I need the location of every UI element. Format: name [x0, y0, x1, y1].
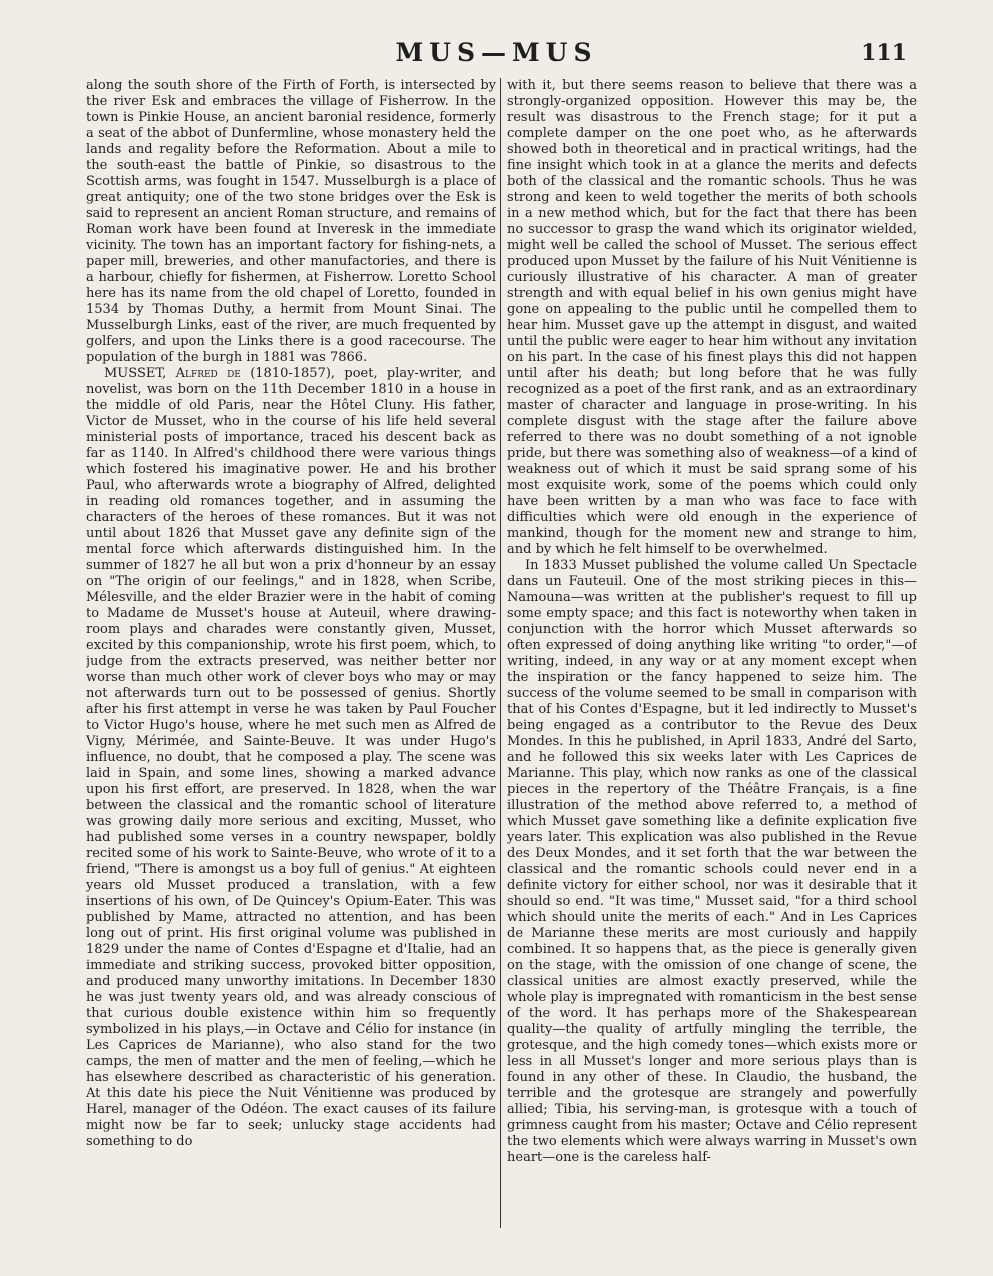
page-number: 111	[861, 40, 907, 66]
musselburgh-paragraph: along the south shore of the Firth of Forth, is intersected by the river Esk and embraces the village of Fisherrow. In the town is Pinkie House, an ancient baronial residence, formerly a seat of the abbot of Dunfermline, whose monastery held the lands and regality before the Reformation. About a mile to the south-east the battle of Pinkie, so disastrous to the Scottish arms, was fought in 1547. Musselburgh is a place of great antiquity; one of the two stone bridges over the Esk is said to represent an ancient Roman structure, and remains of Roman work have been found at Inveresk in the immediate vicinity. The town has an important factory for fishing-nets, a paper mill, breweries, and other manufactories, and there is a harbour, chiefly for fishermen, at Fisherrow. Loretto School here has its name from the old chapel of Loretto, founded in 1534 by Thomas Duthy, a hermit from Mount Sinai. The Musselburgh Links, east of the river, are much frequented by golfers, and upon the Links there is a good racecourse. The population of the burgh in 1881 was 7866.	[86, 78, 496, 365]
text-columns	[86, 78, 917, 1228]
opposition-paragraph: with it, but there seems reason to believe that there was a strongly-organized opposition. However this may be, the result was disastrous to the French stage; for it put a complete damper on the one poet who, as he afterwards showed both in theoretical and in practical writings, had the fine insight which took in at a glance the merits and defects both of the classical and the romantic schools. Thus he was strong and keen to weld together the merits of both schools in a new method which, but for the fact that there has been no successor to grasp the wand which its originator wielded, might well be called the school of Musset. The serious effect produced upon Musset by the failure of his Nuit Vénitienne is curiously illustrative of his character. A man of greater strength and with equal belief in his own genius might have gone on appealing to the public until he compelled them to hear him. Musset gave up the attempt in disgust, and waited until the public were eager to hear him without any invitation on his part. In the case of his finest plays this did not happen until after his death; but long before that he was fully recognized as a poet of the first rank, and as an extraordinary master of character and language in prose-writing. In his complete disgust with the stage after the failure above referred to there was no doubt something of a not ignoble pride, but there was something also of weakness—of a kind of weakness out of which it must be said sprang some of his most exquisite work, some of the poems which could only have been written by a man who was face to face with difficulties which were old enough in the experience of mankind, though for the moment new and strange to him, and by which he felt himself to be overwhelmed.	[507, 78, 917, 557]
right-column	[507, 78, 917, 1228]
running-head: MUS—MUS	[395, 38, 598, 67]
left-column	[86, 78, 496, 1228]
entry-headword: MUSSET,	[104, 366, 167, 381]
musset-body: (1810-1857), poet, play-writer, and novelist, was born on the 11th December 1810 in a house in the middle of old Paris, near the Hôtel Cluny. His father, Victor de Musset, who in the course of his life held several ministerial posts of importance, traced his descent back as far as 1140. In Alfred's childhood there were various things which fostered his imaginative power. He and his brother Paul, who afterwards wrote a biography of Alfred, delighted in reading old romances together, and in assuming the characters of the heroes of these romances. But it was not until about 1826 that Musset gave any definite sign of the mental force which afterwards distinguished him. In the summer of 1827 he all but won a prix d'honneur by an essay on "The origin of our feelings," and in 1828, when Scribe, Mélesville, and the elder Brazier were in the habit of coming to Madame de Musset's house at Auteuil, where drawing-room plays and charades were constantly given, Musset, excited by this companionship, wrote his first poem, which, to judge from the extracts preserved, was neither better nor worse than much other work of clever boys who may or may not afterwards turn out to be possessed of genius. Shortly after his first attempt in verse he was taken by Paul Foucher to Victor Hugo's house, where he met such men as Alfred de Vigny, Mérimée, and Sainte-Beuve. It was under Hugo's influence, no doubt, that he composed a play. The scene was laid in Spain, and some lines, showing a marked advance upon his first effort, are preserved. In 1828, when the war between the classical and the romantic school of literature was growing daily more serious and exciting, Musset, who had published some verses in a country newspaper, boldly recited some of his work to Sainte-Beuve, who wrote of it to a friend, "There is amongst us a boy full of genius." At eighteen years old Musset produced a translation, with a few insertions of his own, of De Quincey's Opium-Eater. This was published by Mame, attracted no attention, and has been long out of print. His first original volume was published in 1829 under the name of Contes d'Espagne et d'Italie, had an immediate and striking success, provoked bitter opposition, and produced many unworthy imitations. In December 1830 he was just twenty years old, and was already conscious of that curious double existence within him so frequently symbolized in his plays,—in Octave and Célio for instance (in Les Caprices de Marianne), who also stand for the two camps, the men of matter and the men of feeling,—which he has elsewhere described as characteristic of his generation. At this date his piece the Nuit Vénitienne was produced by Harel, manager of the Odéon. The exact causes of its failure might now be far to seek; unlucky stage accidents had something to do	[86, 366, 496, 1149]
spectacle-paragraph: In 1833 Musset published the volume called Un Spectacle dans un Fauteuil. One of the most striking pieces in this—Namouna—was written at the publisher's request to fill up some empty space; and this fact is noteworthy when taken in conjunction with the horror which Musset afterwards so often expressed of doing anything like writing "to order,"—of writing, indeed, in any way or at any moment except when the inspiration or the fancy happened to seize him. The success of the volume seemed to be small in comparison with that of his Contes d'Espagne, but it led indirectly to Musset's being engaged as a contributor to the Revue des Deux Mondes. In this he published, in April 1833, André del Sarto, and he followed this six weeks later with Les Caprices de Marianne. This play, which now ranks as one of the classical pieces in the repertory of the Théâtre Français, is a fine illustration of the method above referred to, a method of which Musset gave something like a definite explication five years later. This explication was also published in the Revue des Deux Mondes, and it set forth that the war between the classical and the romantic schools could never end in a definite victory for either school, nor was it desirable that it should so end. "It was time," Musset said, "for a third school which should unite the merits of each." And in Les Caprices de Marianne these merits are most curiously and happily combined. It so happens that, as the piece is generally given on the stage, with the omission of one change of scene, the classical unities are almost exactly preserved, while the whole play is impregnated with romanticism in the best sense of the word. It has perhaps more of the Shakespearean quality—the quality of artfully mingling the terrible, the grotesque, and the high comedy tones—which exists more or less in all Musset's longer and more serious plays than is found in any other of these. In Claudio, the husband, the terrible and the grotesque are strangely and powerfully allied; Tibia, his serving-man, is grotesque with a touch of grimness caught from his master; Octave and Célio represent the two elements which were always warring in Musset's own heart—one is the careless half-	[507, 558, 917, 1165]
page-header	[0, 38, 993, 72]
entry-forename: Alfred de	[175, 366, 241, 381]
musset-paragraph	[86, 366, 496, 1150]
